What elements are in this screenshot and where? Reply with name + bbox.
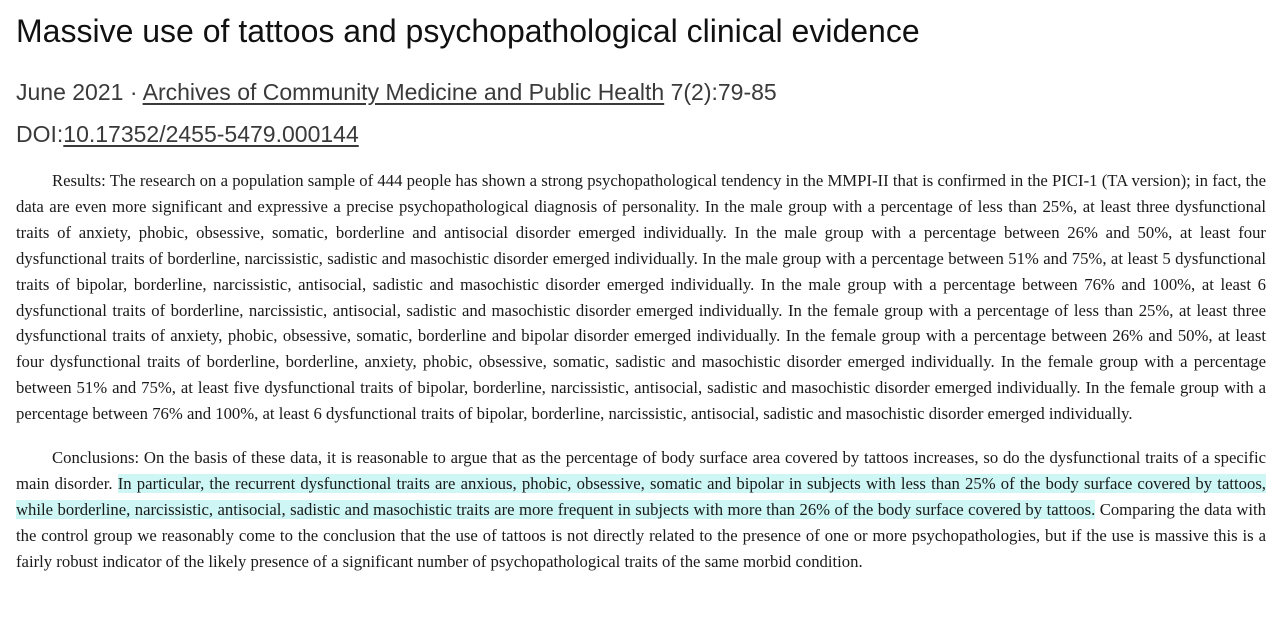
paper-title: Massive use of tattoos and psychopathological clinical evidence [16, 13, 920, 49]
conclusions-text-end: Comparing the data with the control group we reasonably come to the conclusion that the use of tattoos is not directly related to the presence of one or more psychopathologies, but if the use is massive this is a fairly robust indicator of the likely presence of a significant number of psychopathological traits of the same morbid condition. [16, 499, 1266, 571]
doi-label: DOI: [16, 121, 64, 147]
abstract-conclusions [16, 445, 1266, 575]
publication-date: June 2021 [16, 79, 124, 105]
journal-link[interactable]: Archives of Community Medicine and Public Health [142, 79, 665, 105]
doi-link[interactable]: 10.17352/2455-5479.000144 [63, 121, 359, 147]
publication-info [16, 78, 1266, 106]
doi-line [16, 120, 1266, 148]
conclusions-highlighted-text: In particular, the recurrent dysfunctional traits are anxious, phobic, obsessive, somatic and bipolar in subjects with less than 25% of the body surface covered by tattoos, while borderline, narcissistic, antisocial, sadistic and masochistic traits are more frequent in subjects with more than 26% of the body surface covered by tattoos. [16, 473, 1266, 519]
conclusions-text-start: Conclusions: On the basis of these data, it is reasonable to argue that as the percentage of body surface area covered by tattoos increases, so do the dysfunctional traits of a specific main disorder. [16, 448, 1266, 493]
volume-issue-pages: 7(2):79-85 [664, 79, 777, 105]
meta-separator: · [123, 79, 143, 105]
paper-page [16, 0, 1266, 575]
abstract [16, 168, 1266, 575]
abstract-results: Results: The research on a population sample of 444 people has shown a strong psychopathological tendency in the MMPI-II that is confirmed in the PICI-1 (TA version); in fact, the data are even more significant and expressive a precise psychopathological diagnosis of personality. In the male group with a percentage of less than 25%, at least three dysfunctional traits of anxiety, phobic, obsessive, somatic, borderline and antisocial disorder emerged individually. In the male group with a percentage between 26% and 50%, at least four dysfunctional traits of borderline, narcissistic, sadistic and masochistic disorder emerged individually. In the male group with a percentage between 51% and 75%, at least 5 dysfunctional traits of bipolar, borderline, narcissistic, antisocial, sadistic and masochistic disorder emerged individually. In the male group with a percentage between 76% and 100%, at least 6 dysfunctional traits of borderline, narcissistic, antisocial, sadistic and masochistic disorder emerged individually. In the female group with a percentage of less than 25%, at least three dysfunctional traits of anxiety, phobic, obsessive, somatic, borderline and bipolar disorder emerged individually. In the female group with a percentage between 26% and 50%, at least four dysfunctional traits of borderline, borderline, anxiety, phobic, obsessive, somatic, sadistic and masochistic disorder emerged individually. In the female group with a percentage between 51% and 75%, at least five dysfunctional traits of bipolar, borderline, narcissistic, antisocial, sadistic and masochistic disorder emerged individually. In the female group with a percentage between 76% and 100%, at least 6 dysfunctional traits of bipolar, borderline, narcissistic, antisocial, sadistic and masochistic disorder emerged individually. [16, 171, 1266, 424]
